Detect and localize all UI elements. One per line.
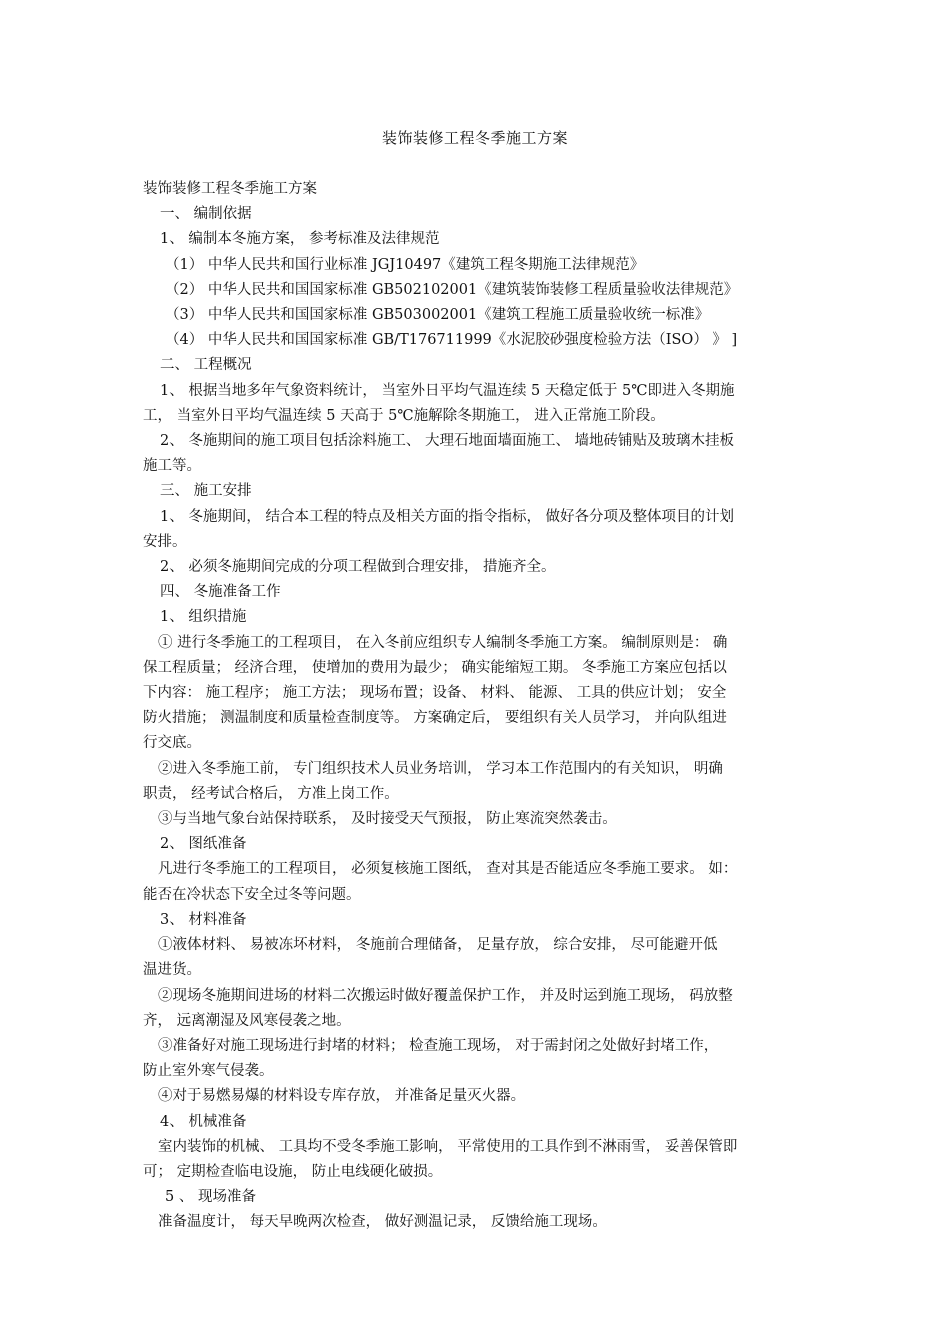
paragraph-line: 1、 组织措施	[160, 609, 247, 626]
paragraph-line: 5 、 现场准备	[165, 1189, 256, 1206]
paragraph-line: 可； 定期检查临电设施， 防止电线硬化破损。	[143, 1163, 443, 1180]
paragraph-line: ②进入冬季施工前， 专门组织技术人员业务培训， 学习本工作范围内的有关知识， 明确	[158, 760, 723, 777]
paragraph-line: 温进货。	[143, 962, 201, 979]
paragraph-line: 装饰装修工程冬季施工方案	[143, 181, 317, 197]
paragraph-line: 齐， 远离潮湿及风寒侵袭之地。	[143, 1012, 351, 1029]
paragraph-line: 2、 冬施期间的施工项目包括涂料施工、 大理石地面墙面施工、 墙地砖铺贴及玻璃木挂板	[160, 433, 735, 450]
paragraph-line: 准备温度计， 每天早晚两次检查， 做好测温记录， 反馈给施工现场。	[158, 1214, 607, 1231]
paragraph-line: 下内容： 施工程序； 施工方法； 现场布置；设备、 材料、 能源、 工具的供应计划； 安全	[143, 685, 727, 702]
paragraph-line: ②现场冬施期间进场的材料二次搬运时做好覆盖保护工作， 并及时运到施工现场， 码放整	[158, 987, 733, 1004]
document-body	[143, 177, 808, 1236]
paragraph-line: 室内装饰的机械、 工具均不受冬季施工影响， 平常使用的工具作到不淋雨雪， 妥善保管即	[158, 1138, 738, 1155]
paragraph-line: （1） 中华人民共和国行业标准 JGJ10497《建筑工程冬期施工法律规范》	[165, 256, 645, 273]
paragraph-line: （3） 中华人民共和国国家标准 GB503002001《建筑工程施工质量验收统一标准》	[165, 307, 710, 324]
paragraph-line: ①液体材料、 易被冻坏材料， 冬施前合理储备， 足量存放， 综合安排， 尽可能避开低	[158, 937, 718, 954]
paragraph-line: 1、 编制本冬施方案， 参考标准及法律规范	[160, 231, 440, 248]
paragraph-line: 安排。	[143, 533, 187, 550]
paragraph-line: 一、 编制依据	[160, 206, 252, 223]
paragraph-line: 4、 机械准备	[160, 1113, 247, 1130]
paragraph-line: 行交底。	[143, 735, 201, 752]
paragraph-line: 2、 图纸准备	[160, 836, 247, 853]
paragraph-line: 2、 必须冬施期间完成的分项工程做到合理安排， 措施齐全。	[160, 559, 556, 576]
paragraph-line: （2） 中华人民共和国国家标准 GB502102001《建筑装饰装修工程质量验收法律规范》	[165, 281, 739, 298]
paragraph-line: 四、 冬施准备工作	[160, 584, 281, 601]
paragraph-line: 保工程质量； 经济合理， 使增加的费用为最少； 确实能缩短工期。 冬季施工方案应包括以	[143, 659, 727, 676]
paragraph-line: （4） 中华人民共和国国家标准 GB/T176711999《水泥胶砂强度检验方法（ISO） 》 ]	[165, 332, 738, 349]
paragraph-line: 1、 冬施期间， 结合本工程的特点及相关方面的指令指标， 做好各分项及整体项目的计划	[160, 508, 735, 525]
paragraph-line: 1、 根据当地多年气象资料统计， 当室外日平均气温连续 5 天稳定低于 5℃即进入冬期施	[160, 382, 735, 399]
paragraph-line: 3、 材料准备	[160, 911, 247, 928]
paragraph-line: ① 进行冬季施工的工程项目， 在入冬前应组织专人编制冬季施工方案。 编制原则是： 确	[158, 634, 728, 651]
paragraph-line: 凡进行冬季施工的工程项目， 必须复核施工图纸， 查对其是否能适应冬季施工要求。 如：	[158, 861, 738, 878]
paragraph-line: 防火措施； 测温制度和质量检查制度等。 方案确定后， 要组织有关人员学习， 并向队组进	[143, 710, 727, 727]
document-title: 装饰装修工程冬季施工方案	[381, 129, 568, 147]
paragraph-line: 防止室外寒气侵袭。	[143, 1063, 274, 1080]
paragraph-line: 工， 当室外日平均气温连续 5 天高于 5℃施解除冬期施工， 进入正常施工阶段。	[143, 407, 665, 424]
paragraph-line: ③与当地气象台站保持联系， 及时接受天气预报， 防止寒流突然袭击。	[158, 811, 617, 828]
paragraph-line: ③准备好对施工现场进行封堵的材料； 检查施工现场， 对于需封闭之处做好封堵工作，	[158, 1037, 719, 1054]
paragraph-line: 职责， 经考试合格后， 方准上岗工作。	[143, 785, 399, 802]
paragraph-line: 三、 施工安排	[160, 483, 252, 500]
paragraph-line: 二、 工程概况	[160, 357, 252, 374]
paragraph-line: 能否在冷状态下安全过冬等问题。	[143, 886, 361, 903]
paragraph-line: ④对于易燃易爆的材料设专库存放， 并准备足量灭火器。	[158, 1088, 526, 1105]
paragraph-line: 施工等。	[143, 458, 201, 475]
